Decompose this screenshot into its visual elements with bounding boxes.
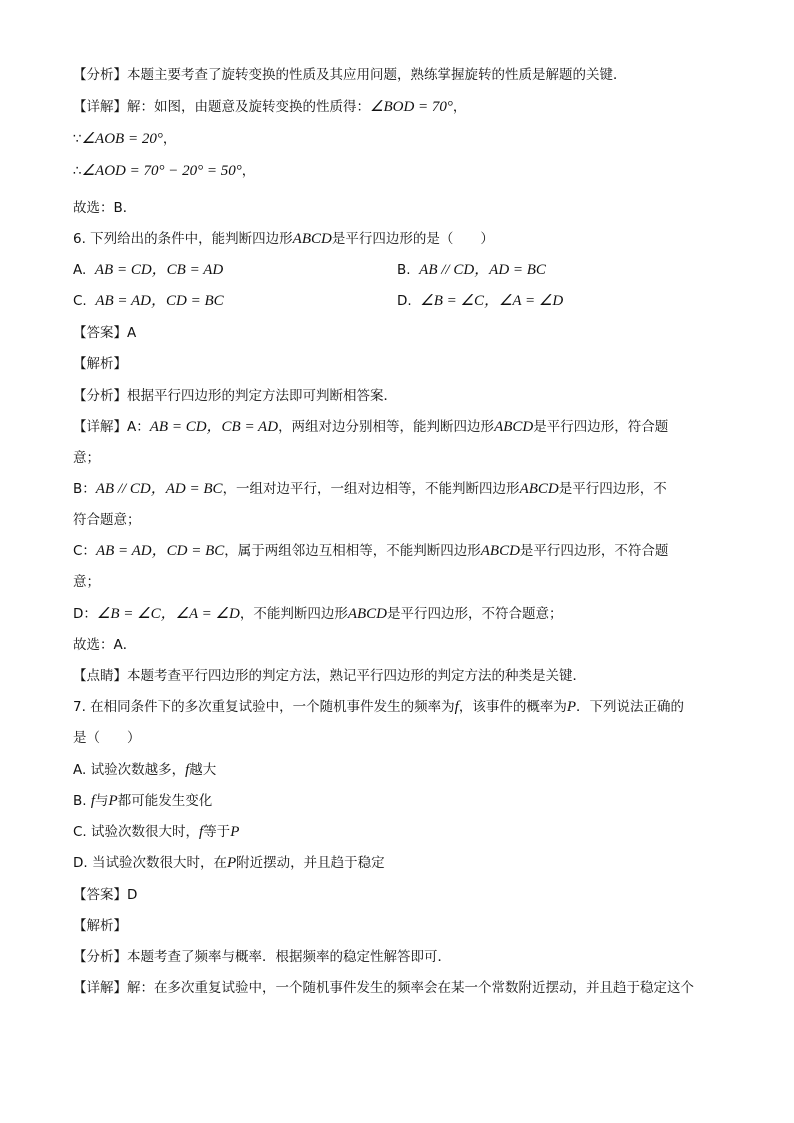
- q6-option-c: C. AB = AD，CD = BC: [73, 293, 224, 309]
- q5-answer-choice: 故选：B．: [73, 200, 137, 216]
- q6-detail-b-cont: 符合题意；: [73, 512, 141, 528]
- q7-option-a: A. 试验次数越多，f越大: [73, 762, 217, 778]
- q6-detail-b: B：AB // CD，AD = BC，一组对边平行，一组对边相等，不能判断四边形ABCD是平行四边形，不: [73, 481, 667, 497]
- q6-analysis: 【分析】根据平行四边形的判定方法即可判断相答案．: [73, 388, 397, 404]
- q6-detail-c-cont: 意；: [73, 574, 100, 590]
- q6-detail-c: C：AB = AD，CD = BC，属于两组邻边互相相等，不能判断四边形ABCD是平行四边形，不符合题: [73, 543, 669, 559]
- q7-option-d: D. 当试验次数很大时，在P附近摆动，并且趋于稳定: [73, 855, 385, 871]
- q6-answer: 【答案】A: [73, 325, 137, 341]
- q7-answer: 【答案】D: [73, 887, 138, 903]
- q7-jiexi: 【解析】: [73, 918, 127, 934]
- q6-dianjing: 【点睛】本题考查平行四边形的判定方法，熟记平行四边形的判定方法的种类是关键．: [73, 668, 586, 684]
- q6-jiexi: 【解析】: [73, 356, 127, 372]
- q6-option-b: B. AB // CD，AD = BC: [397, 262, 546, 278]
- q6-detail-d: D：∠B = ∠C，∠A = ∠D，不能判断四边形ABCD是平行四边形，不符合题意；: [73, 606, 563, 622]
- q5-analysis: 【分析】本题主要考查了旋转变换的性质及其应用问题，熟练掌握旋转的性质是解题的关键．: [73, 67, 627, 83]
- q6-option-a: A. AB = CD，CB = AD: [73, 262, 224, 278]
- q5-because: ∵∠AOB = 20°，: [73, 131, 177, 147]
- q7-stem: 7. 在相同条件下的多次重复试验中，一个随机事件发生的频率为f，该事件的概率为P．下列说法正确的: [73, 699, 685, 715]
- q6-option-d: D. ∠B = ∠C，∠A = ∠D: [397, 293, 564, 309]
- q7-detail: 【详解】解：在多次重复试验中，一个随机事件发生的频率会在某一个常数附近摆动，并且趋于稳定这个: [73, 980, 694, 996]
- q7-stem-cont: 是（ ）: [73, 730, 141, 746]
- q7-option-c: C. 试验次数很大时，f等于P: [73, 824, 240, 840]
- q6-answer-choice: 故选：A．: [73, 637, 137, 653]
- q6-detail-a: 【详解】A：AB = CD，CB = AD，两组对边分别相等，能判断四边形ABCD是平行四边形，符合题: [73, 419, 669, 435]
- q5-therefore: ∴∠AOD = 70° − 20° = 50°，: [73, 163, 256, 179]
- q5-detail: 【详解】解：如图，由题意及旋转变换的性质得：∠BOD = 70°，: [73, 99, 467, 115]
- q7-option-b: B. f与P都可能发生变化: [73, 793, 213, 809]
- q6-stem: 6. 下列给出的条件中，能判断四边形ABCD是平行四边形的是（ ）: [73, 231, 494, 247]
- q7-analysis: 【分析】本题考查了频率与概率．根据频率的稳定性解答即可．: [73, 949, 451, 965]
- q6-detail-a-cont: 意；: [73, 450, 100, 466]
